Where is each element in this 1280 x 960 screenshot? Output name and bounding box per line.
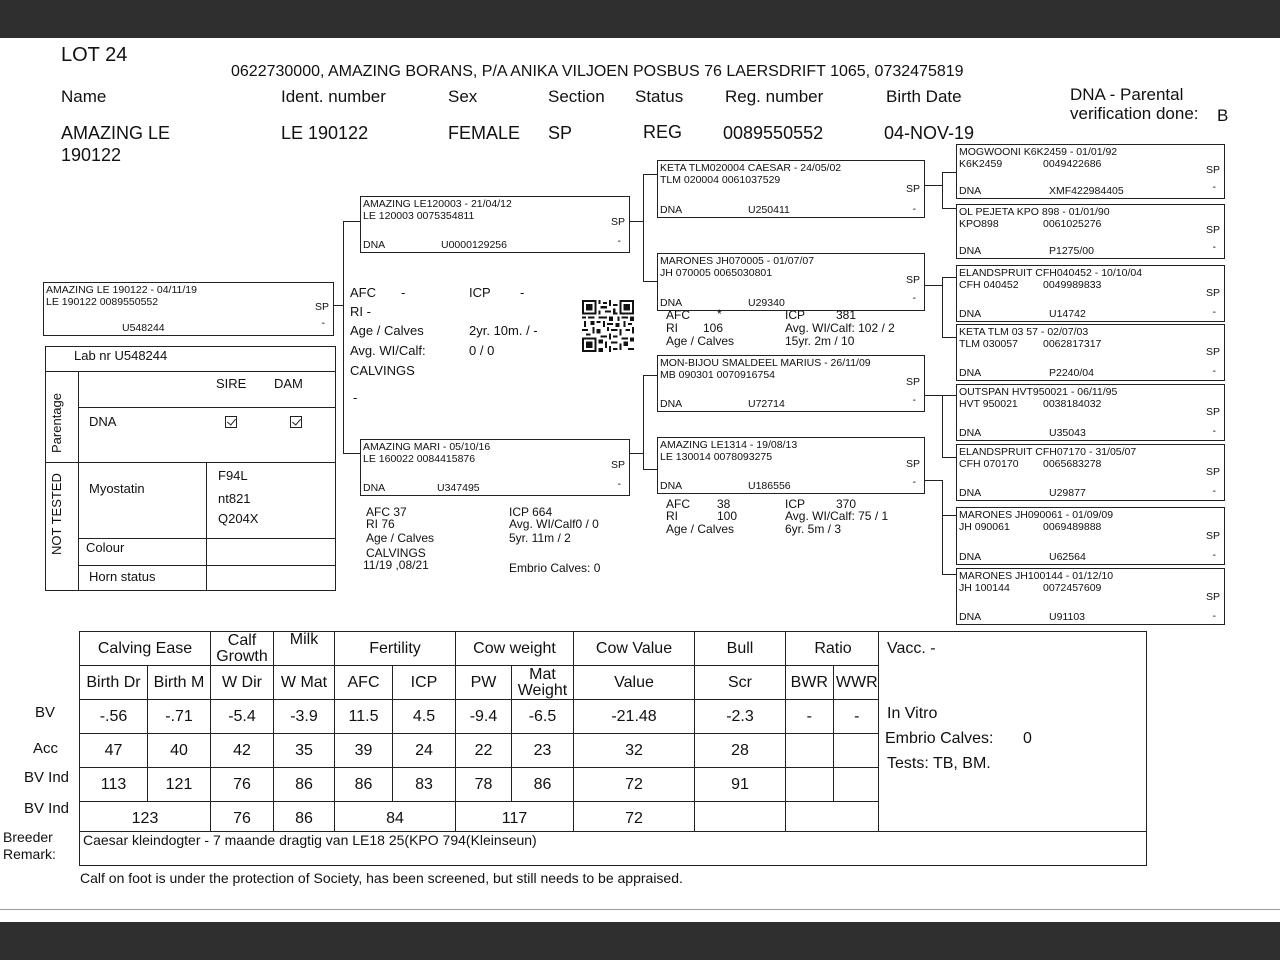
table-row	[80, 768, 881, 802]
table-sub-header-row	[80, 666, 881, 700]
bvind2-cell: 86	[274, 802, 335, 836]
header-name: Name	[61, 87, 107, 106]
subject-dash: -	[321, 317, 325, 329]
qr-code-icon	[582, 300, 634, 352]
ggp-reg: 0069489888	[1043, 521, 1102, 533]
bv-cell: -	[786, 700, 834, 734]
ggp-dna-label: DNA	[959, 427, 982, 439]
acc-cell	[786, 734, 834, 768]
breeder-remark-text: Caesar kleindogter - 7 maande dragtig van LE18 25(KPO 794(Kleinseun)	[83, 832, 537, 848]
ggp-section: SP	[1205, 287, 1220, 299]
animal-section: SP	[548, 123, 573, 143]
table-group-header-row	[80, 632, 881, 666]
bvind2-cell: 123	[80, 802, 211, 836]
dam-dna-checkbox	[290, 416, 302, 428]
in-vitro-text: In Vitro	[887, 705, 938, 722]
gp-dash: -	[912, 476, 916, 488]
gp4-afc-value: 38	[717, 497, 731, 511]
ggp-dash: -	[1212, 425, 1216, 437]
lab-number: Lab nr U548244	[74, 348, 168, 363]
bv-cell: 4.5	[393, 700, 456, 734]
ggp-line-1: MARONES JH100144 - 01/12/10	[959, 570, 1114, 582]
gp4-age-label: Age / Calves	[666, 522, 735, 536]
gp-dash: -	[912, 394, 916, 406]
ggp-reg: 0072457609	[1043, 582, 1102, 594]
bv-cell: -21.48	[574, 700, 695, 734]
subject-avg-wi-label: Avg. WI/Calf:	[350, 343, 426, 358]
sub-pw: PW	[456, 666, 512, 700]
table-row	[80, 700, 881, 734]
gp2-avg-wi: Avg. WI/Calf: 102 / 2	[785, 321, 895, 335]
subject-calvings-value: -	[353, 390, 358, 405]
sub-mat-weight: Mat Weight	[512, 666, 574, 700]
ggp-dash: -	[1212, 365, 1216, 377]
gp-line-1: MARONES JH070005 - 01/07/07	[660, 255, 815, 267]
gp2-icp-value: 381	[836, 308, 857, 322]
sire-dash: -	[617, 235, 621, 247]
header-sex: Sex	[448, 87, 478, 106]
header-birth: Birth Date	[886, 87, 962, 106]
group-fertility: Fertility	[335, 632, 456, 666]
gp4-ri-label: RI	[666, 509, 678, 523]
sire-line-1: AMAZING LE120003 - 21/04/12	[363, 198, 512, 210]
ggp-dna-value: U35043	[1049, 427, 1086, 439]
dam-dna-value: U347495	[437, 482, 480, 494]
group-cow-weight: Cow weight	[456, 632, 574, 666]
bv-cell: 11.5	[335, 700, 393, 734]
group-calf-growth: Calf Growth	[211, 632, 274, 666]
subject-calvings-label: CALVINGS	[350, 363, 415, 378]
tests-text: Tests: TB, BM.	[887, 755, 991, 772]
ggp-ident: JH 100144	[959, 582, 1010, 594]
vaccination-box	[878, 631, 1147, 832]
subject-afc-value: -	[401, 285, 406, 300]
great-grandparent-box	[956, 204, 1225, 259]
gp2-ri-label: RI	[666, 321, 678, 335]
subject-ri: RI -	[350, 304, 371, 319]
grandparent-box	[657, 437, 925, 494]
gp2-ri-value: 106	[703, 321, 724, 335]
header-dna-verif-1: DNA - Parental	[1070, 85, 1184, 104]
bvind2-cell: 117	[456, 802, 574, 836]
bv-cell: -	[833, 700, 881, 734]
bvind-cell: 76	[211, 768, 274, 802]
gp4-age-value: 6yr. 5m / 3	[785, 522, 842, 536]
subject-line-2: LE 190122 0089550552	[46, 296, 159, 308]
gp4-avg-wi: Avg. WI/Calf: 75 / 1	[785, 509, 889, 523]
sire-box	[360, 196, 630, 253]
ggp-section: SP	[1205, 591, 1220, 603]
sub-afc: AFC	[335, 666, 393, 700]
sub-birth-dr: Birth Dr	[80, 666, 148, 700]
ggp-reg: 0062817317	[1043, 338, 1102, 350]
ggp-dna-value: U14742	[1049, 308, 1086, 320]
great-grandparent-box	[956, 265, 1225, 322]
lab-box	[45, 346, 336, 591]
gp-dna-label: DNA	[660, 398, 683, 410]
acc-cell: 39	[335, 734, 393, 768]
ggp-section: SP	[1205, 224, 1220, 236]
subject-afc-label: AFC	[350, 285, 376, 300]
gp-line-2: TLM 020004 0061037529	[660, 174, 781, 186]
myostatin-label: Myostatin	[89, 481, 145, 496]
bvind-cell	[786, 768, 834, 802]
ggp-dna-value: U29877	[1049, 487, 1086, 499]
dam-calvings-value: 11/19 ,08/21	[363, 558, 429, 572]
acc-cell: 35	[274, 734, 335, 768]
gp2-age-label: Age / Calves	[666, 334, 735, 348]
dam-line-1: AMAZING MARI - 05/10/16	[363, 441, 491, 453]
ggp-ident: JH 090061	[959, 521, 1010, 533]
lab-dam-header: DAM	[274, 376, 303, 391]
dna-verif-value: B	[1217, 106, 1229, 125]
dam-section: SP	[610, 459, 625, 471]
sire-dna-value: U0000129256	[441, 239, 507, 251]
dam-dash: -	[617, 478, 621, 490]
bvind-cell: 78	[456, 768, 512, 802]
ggp-ident: KPO898	[959, 218, 999, 230]
ggp-section: SP	[1205, 164, 1220, 176]
table-row	[80, 734, 881, 768]
ggp-dash: -	[1212, 241, 1216, 253]
sub-icp: ICP	[393, 666, 456, 700]
sire-line-2: LE 120003 0075354811	[363, 210, 475, 222]
ggp-line-1: OL PEJETA KPO 898 - 01/01/90	[959, 206, 1110, 218]
subject-section: SP	[314, 301, 329, 313]
ggp-ident: TLM 030057	[959, 338, 1018, 350]
ggp-section: SP	[1205, 466, 1220, 478]
ggp-dna-value: XMF422984405	[1049, 185, 1124, 197]
ggp-dna-label: DNA	[959, 611, 982, 623]
sub-w-dir: W Dir	[211, 666, 274, 700]
header-section: Section	[548, 87, 605, 106]
ggp-line-1: ELANDSPRUIT CFH07170 - 31/05/07	[959, 446, 1137, 458]
ggp-dash: -	[1212, 306, 1216, 318]
subject-avg-wi-value: 0 / 0	[469, 343, 495, 358]
acc-cell: 32	[574, 734, 695, 768]
bvind2-cell: 76	[211, 802, 274, 836]
gp-dash: -	[912, 292, 916, 304]
ggp-line-1: ELANDSPRUIT CFH040452 - 10/10/04	[959, 267, 1143, 279]
bvind-cell: 83	[393, 768, 456, 802]
dam-ri: RI 76	[366, 517, 395, 531]
subject-age-calves-label: Age / Calves	[350, 323, 424, 338]
subject-age-calves-value: 2yr. 10m. / -	[469, 323, 538, 338]
bvind-cell: 86	[335, 768, 393, 802]
gp4-icp-value: 370	[836, 497, 857, 511]
ggp-dash: -	[1212, 610, 1216, 622]
bvind-cell: 86	[274, 768, 335, 802]
animal-reg: 0089550552	[723, 123, 824, 143]
great-grandparent-box	[956, 324, 1225, 381]
gp-line-1: AMAZING LE1314 - 19/08/13	[660, 439, 798, 451]
bv-cell: -6.5	[512, 700, 574, 734]
bv-cell: -9.4	[456, 700, 512, 734]
sire-dna-label: DNA	[363, 239, 386, 251]
ggp-dash: -	[1212, 549, 1216, 561]
ggp-line-1: MARONES JH090061 - 01/09/09	[959, 509, 1114, 521]
sub-wwr: WWR	[833, 666, 881, 700]
bv-cell: -5.4	[211, 700, 274, 734]
horn-status-label: Horn status	[89, 569, 156, 584]
sire-dna-checkbox	[225, 416, 237, 428]
top-bar	[0, 0, 1280, 38]
dam-avg-wi: Avg. WI/Calf0 / 0	[509, 517, 599, 531]
breeder-label: Breeder	[3, 829, 53, 845]
bv-cell: -3.9	[274, 700, 335, 734]
gp2-afc-value: *	[717, 307, 722, 321]
acc-cell: 40	[148, 734, 211, 768]
ggp-reg: 0049989833	[1043, 279, 1102, 291]
group-milk: Milk	[274, 632, 335, 666]
dam-calvings: CALVINGS	[366, 546, 426, 560]
vacc-text: Vacc. -	[887, 640, 936, 657]
subject-icp-label: ICP	[469, 285, 491, 300]
myostatin-nt821: nt821	[218, 491, 251, 506]
bvind-cell: 113	[80, 768, 148, 802]
acc-cell: 28	[695, 734, 786, 768]
gp-dna-value: U250411	[748, 204, 790, 216]
gp-line-2: MB 090301 0070916754	[660, 369, 776, 381]
lot-number: LOT 24	[61, 44, 128, 66]
dam-box	[360, 439, 630, 496]
acc-cell: 22	[456, 734, 512, 768]
great-grandparent-box	[956, 507, 1225, 565]
header-status: Status	[635, 87, 684, 106]
animal-ident: LE 190122	[281, 123, 369, 143]
lab-sire-header: SIRE	[216, 376, 247, 391]
bvind-cell: 72	[574, 768, 695, 802]
gp-section: SP	[905, 183, 920, 195]
myostatin-f94l: F94L	[218, 468, 248, 483]
header-reg: Reg. number	[725, 87, 824, 106]
gp2-icp-label: ICP	[785, 308, 806, 322]
gp-line-1: KETA TLM020004 CAESAR - 24/05/02	[660, 162, 842, 174]
animal-name-1: AMAZING LE	[61, 123, 171, 143]
lab-dna-label: DNA	[89, 414, 117, 429]
ggp-dna-value: P1275/00	[1049, 245, 1094, 257]
row-label-bv-ind-2: BV Ind	[24, 800, 70, 817]
sub-value: Value	[574, 666, 695, 700]
ggp-line-1: OUTSPAN HVT950021 - 06/11/95	[959, 386, 1118, 398]
grandparent-box	[657, 160, 925, 218]
footer-note: Calf on foot is under the protection of Society, has been screened, but still needs to be appraised.	[80, 870, 683, 886]
colour-label: Colour	[86, 540, 125, 555]
row-label-bv: BV	[35, 704, 56, 721]
ggp-section: SP	[1205, 346, 1220, 358]
gp-dna-value: U29340	[748, 297, 785, 309]
ggp-dna-label: DNA	[959, 367, 982, 379]
animal-birth: 04-NOV-19	[884, 123, 975, 143]
group-ratio: Ratio	[786, 632, 881, 666]
ggp-dna-value: U91103	[1049, 611, 1086, 623]
ggp-line-1: MOGWOONI K6K2459 - 01/01/92	[959, 146, 1118, 158]
bvind-cell: 121	[148, 768, 211, 802]
dam-dna-label: DNA	[363, 482, 386, 494]
gp-dna-label: DNA	[660, 297, 683, 309]
embrio-calves-label: Embrio Calves:	[885, 730, 994, 747]
subject-icp-value: -	[520, 285, 525, 300]
gp4-afc-label: AFC	[666, 497, 690, 511]
sub-bwr: BWR	[786, 666, 834, 700]
acc-cell	[833, 734, 881, 768]
bvind2-cell: 84	[335, 802, 456, 836]
grandparent-box	[657, 253, 925, 311]
row-label-bv-ind: BV Ind	[24, 769, 70, 786]
acc-cell: 23	[512, 734, 574, 768]
great-grandparent-box	[956, 384, 1225, 441]
gp-section: SP	[905, 274, 920, 286]
sire-section: SP	[610, 216, 625, 228]
bv-cell: -.71	[148, 700, 211, 734]
great-grandparent-box	[956, 444, 1225, 501]
ggp-ident: CFH 070170	[959, 458, 1019, 470]
acc-cell: 24	[393, 734, 456, 768]
ggp-section: SP	[1205, 406, 1220, 418]
dam-afc: AFC 37	[366, 505, 407, 519]
parentage-label: Parentage	[49, 393, 64, 453]
gp-dna-value: U72714	[748, 398, 785, 410]
dam-embrio: Embrio Calves: 0	[509, 561, 601, 575]
ggp-section: SP	[1205, 530, 1220, 542]
ggp-reg: 0049422686	[1043, 158, 1102, 170]
animal-sex: FEMALE	[448, 123, 521, 143]
ggp-ident: CFH 040452	[959, 279, 1019, 291]
group-bull: Bull	[695, 632, 786, 666]
gp-line-2: LE 130014 0078093275	[660, 451, 773, 463]
gp-section: SP	[905, 458, 920, 470]
bv-cell: -.56	[80, 700, 148, 734]
ggp-dna-label: DNA	[959, 308, 982, 320]
sub-scr: Scr	[695, 666, 786, 700]
not-tested-label: NOT TESTED	[49, 473, 64, 555]
dam-age-value: 5yr. 11m / 2	[509, 531, 571, 545]
dam-icp: ICP 664	[509, 505, 553, 519]
gp4-icp-label: ICP	[785, 497, 806, 511]
gp-section: SP	[905, 376, 920, 388]
row-label-acc: Acc	[33, 740, 59, 757]
ggp-dash: -	[1212, 181, 1216, 193]
header-ident: Ident. number	[281, 87, 386, 106]
gp-dash: -	[912, 203, 916, 215]
ggp-ident: HVT 950021	[959, 398, 1018, 410]
header-dna-verif-2: verification done:	[1070, 104, 1199, 123]
bv-cell: -2.3	[695, 700, 786, 734]
gp-line-1: MON-BIJOU SMALDEEL MARIUS - 26/11/09	[660, 357, 871, 369]
embrio-calves-value: 0	[1023, 730, 1032, 747]
gp2-age-value: 15yr. 2m / 10	[785, 334, 855, 348]
subject-line-1: AMAZING LE 190122 - 04/11/19	[46, 284, 197, 296]
breeding-values-table	[79, 631, 881, 836]
ggp-dna-label: DNA	[959, 245, 982, 257]
acc-cell: 42	[211, 734, 274, 768]
ggp-dash: -	[1212, 485, 1216, 497]
ggp-dna-label: DNA	[959, 185, 982, 197]
bottom-bar	[0, 922, 1280, 960]
ggp-dna-value: U62564	[1049, 551, 1086, 563]
bottom-rule	[0, 909, 1280, 910]
breeder-remark-box	[79, 831, 1147, 866]
gp-dna-label: DNA	[660, 480, 683, 492]
sub-w-mat: W Mat	[274, 666, 335, 700]
group-cow-value: Cow Value	[574, 632, 695, 666]
ggp-dna-value: P2240/04	[1049, 367, 1094, 379]
ggp-line-1: KETA TLM 03 57 - 02/07/03	[959, 326, 1089, 338]
bvind-cell: 91	[695, 768, 786, 802]
dam-line-2: LE 160022 0084415876	[363, 453, 476, 465]
ggp-reg: 0038184032	[1043, 398, 1102, 410]
ggp-reg: 0061025276	[1043, 218, 1102, 230]
bvind-cell: 86	[512, 768, 574, 802]
bvind2-cell: 72	[574, 802, 695, 836]
subject-dna: U548244	[122, 322, 165, 334]
grandparent-box	[657, 355, 925, 412]
ggp-reg: 0065683278	[1043, 458, 1102, 470]
subject-box	[43, 282, 334, 336]
acc-cell: 47	[80, 734, 148, 768]
gp4-ri-value: 100	[717, 509, 738, 523]
gp-line-2: JH 070005 0065030801	[660, 267, 773, 279]
gp-dna-label: DNA	[660, 204, 683, 216]
ggp-ident: K6K2459	[959, 158, 1003, 170]
remark-label: Remark:	[3, 846, 56, 862]
animal-status: REG	[643, 122, 683, 142]
dam-age-calves: Age / Calves	[366, 531, 435, 545]
sub-birth-m: Birth M	[148, 666, 211, 700]
animal-name-2: 190122	[61, 145, 122, 165]
owner-line: 0622730000, AMAZING BORANS, P/A ANIKA VILJOEN POSBUS 76 LAERSDRIFT 1065, 0732475819	[231, 63, 964, 80]
group-calving-ease: Calving Ease	[80, 632, 211, 666]
gp-dna-value: U186556	[748, 480, 791, 492]
bvind-cell	[833, 768, 881, 802]
great-grandparent-box	[956, 144, 1225, 199]
ggp-dna-label: DNA	[959, 551, 982, 563]
ggp-dna-label: DNA	[959, 487, 982, 499]
myostatin-q204x: Q204X	[218, 511, 259, 526]
gp2-afc-label: AFC	[666, 308, 690, 322]
great-grandparent-box	[956, 568, 1225, 625]
